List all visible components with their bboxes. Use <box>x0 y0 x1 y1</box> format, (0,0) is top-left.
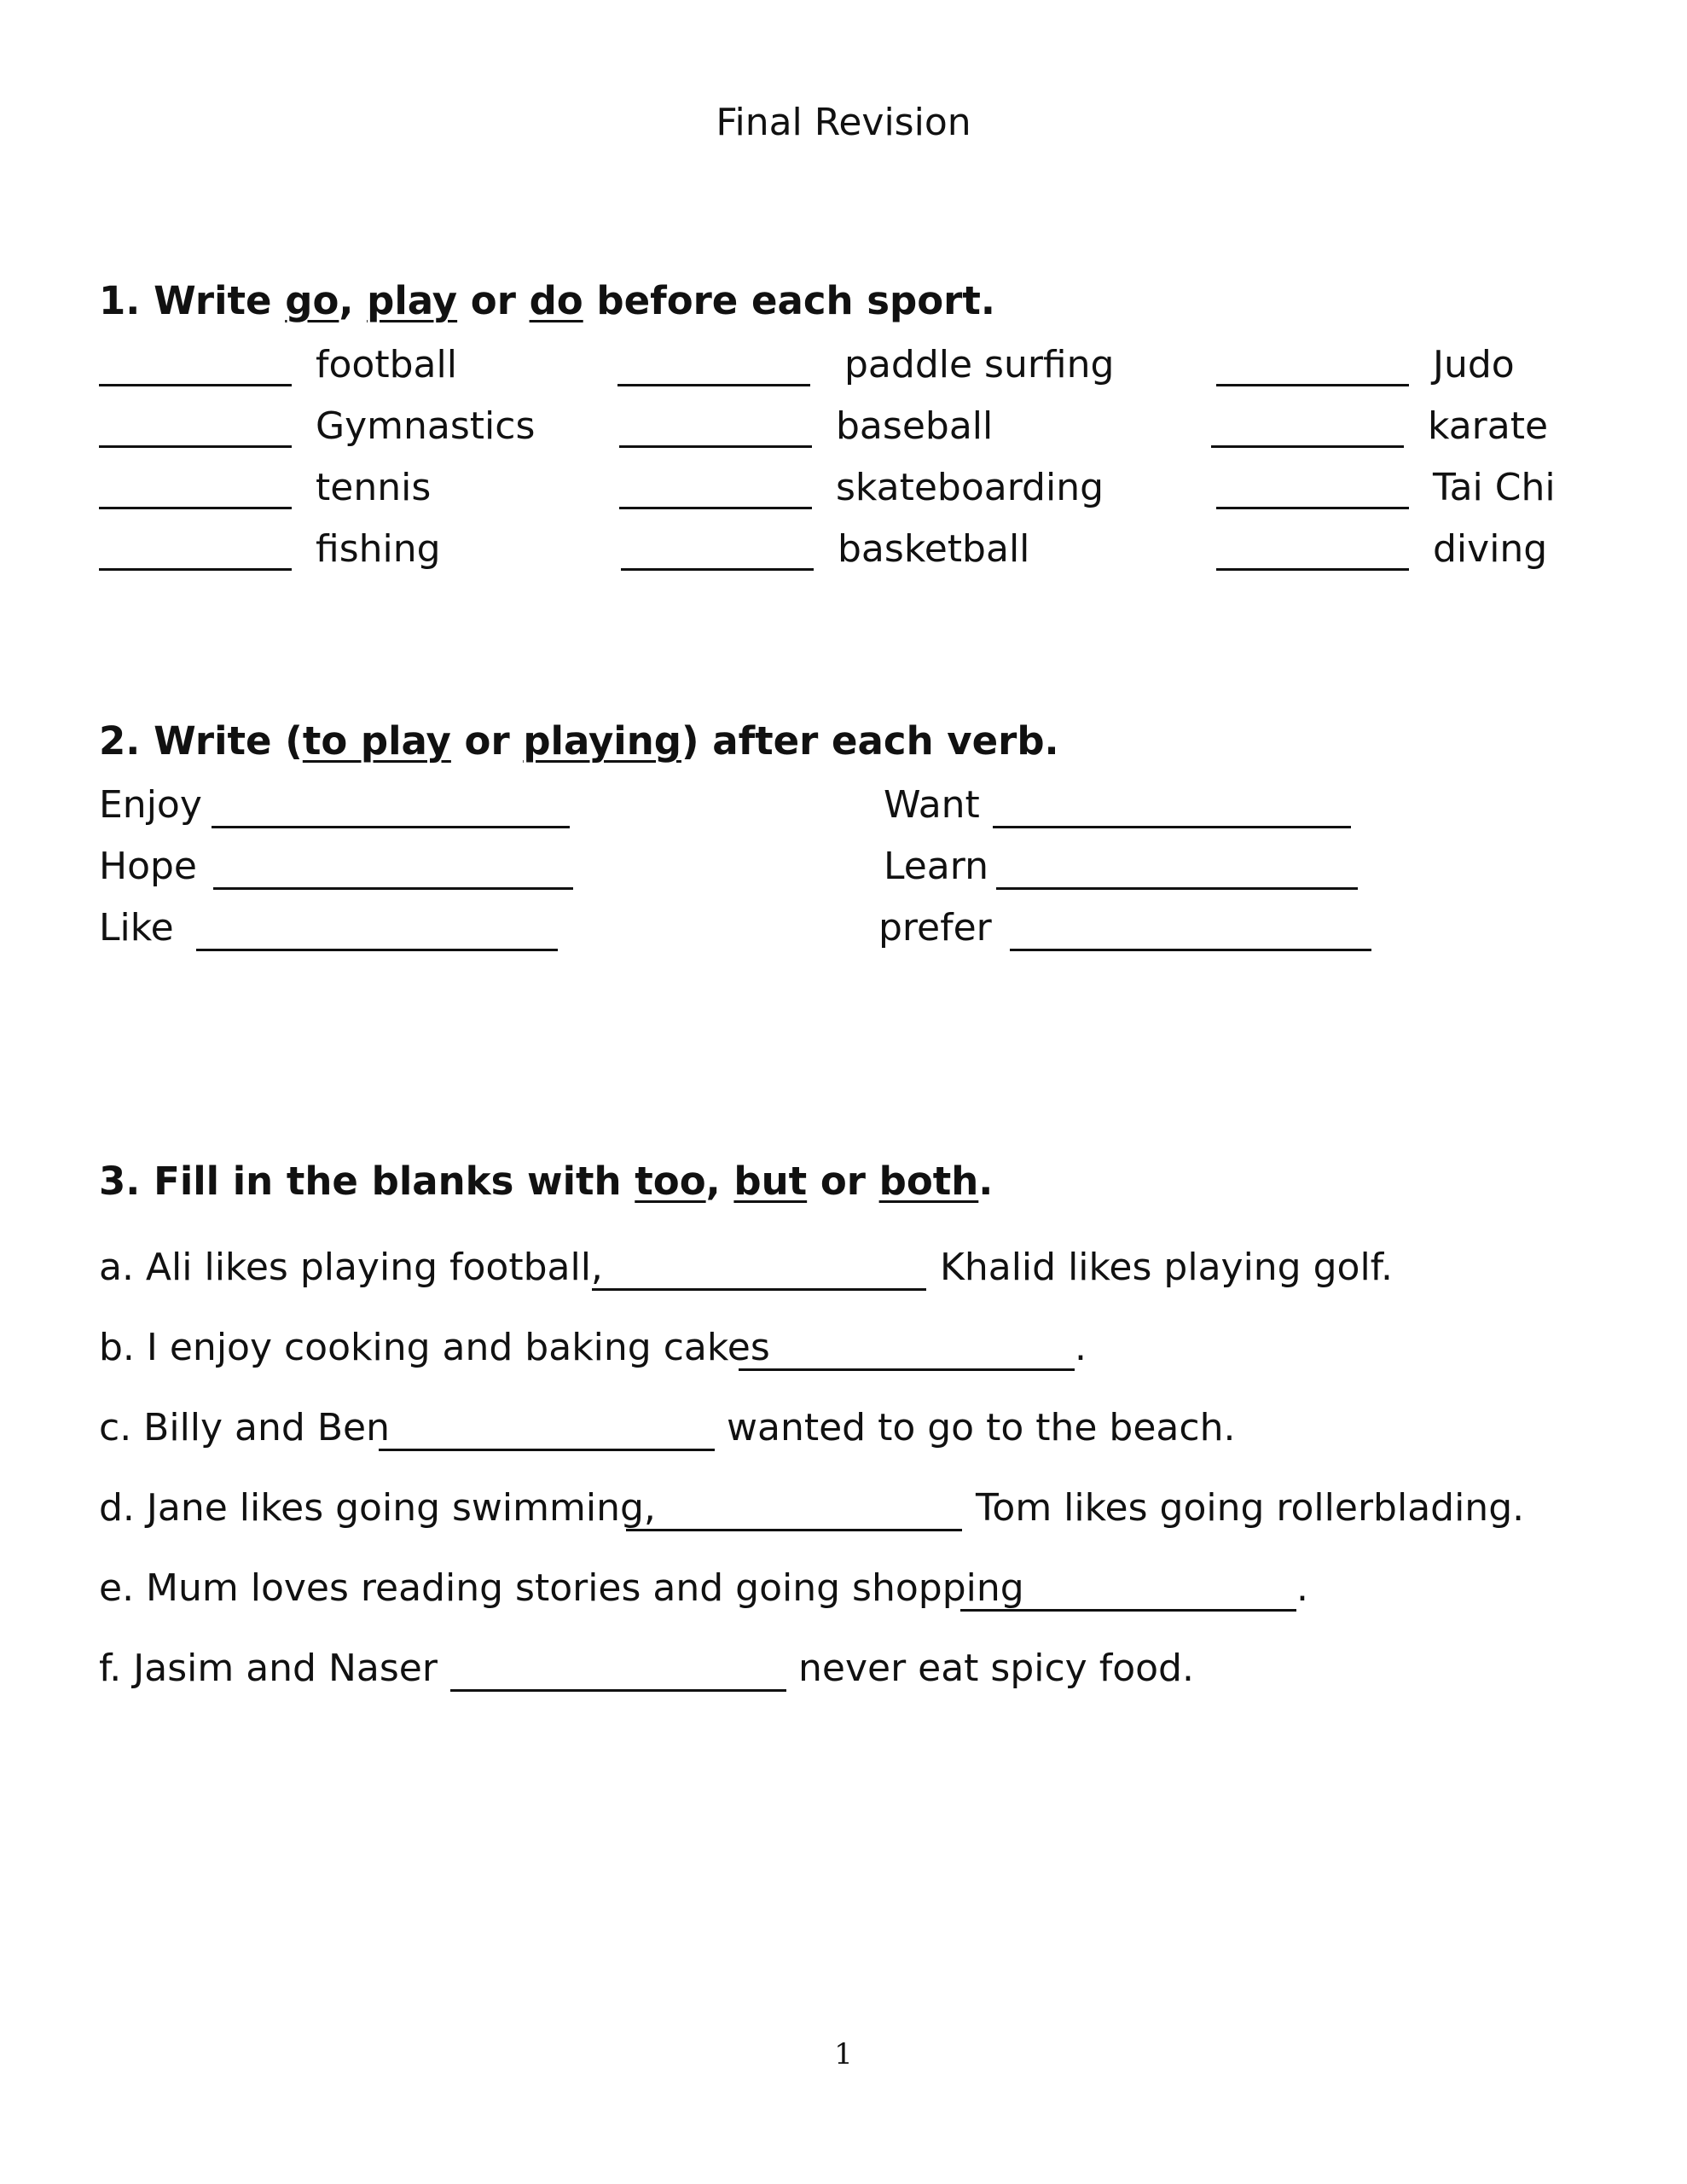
sentence-f-start: f. Jasim and Naser <box>99 1647 438 1690</box>
keyword-do: do <box>529 278 583 323</box>
sentence-e-start: e. Mum loves reading stories and going shopping <box>99 1566 1024 1610</box>
keyword-too: too <box>635 1159 706 1204</box>
answer-blank[interactable] <box>213 887 573 890</box>
keyword-playing: playing <box>523 718 681 764</box>
answer-blank[interactable] <box>626 1529 962 1531</box>
sentence-b-end: . <box>1075 1326 1087 1369</box>
answer-blank[interactable] <box>960 1609 1296 1612</box>
answer-blank[interactable] <box>1010 949 1371 951</box>
sentence-d-end: Tom likes going rollerblading. <box>976 1486 1525 1530</box>
answer-blank[interactable] <box>1216 384 1409 386</box>
sport-item: Gymnastics <box>316 404 536 448</box>
sport-item: basketball <box>838 527 1030 571</box>
sport-item: skateboarding <box>836 466 1104 509</box>
sport-item: paddle surfing <box>844 343 1115 386</box>
section-number: 1. <box>99 278 141 323</box>
section-number: 3. <box>99 1159 141 1204</box>
verb-item: Learn <box>884 845 988 888</box>
answer-blank[interactable] <box>1216 507 1409 509</box>
sport-item: diving <box>1433 527 1548 571</box>
verb-item: prefer <box>878 906 992 950</box>
keyword-to-play: to play <box>302 718 451 764</box>
keyword-go: go <box>285 278 339 323</box>
sport-item: Tai Chi <box>1433 466 1556 509</box>
answer-blank[interactable] <box>621 568 814 571</box>
verb-item: Enjoy <box>99 783 202 827</box>
answer-blank[interactable] <box>379 1449 715 1451</box>
verb-item: Want <box>884 783 980 827</box>
section-3-heading: 3. Fill in the blanks with too, but or both. <box>99 1159 994 1204</box>
section-number: 2. <box>99 718 141 764</box>
sentence-a-end: Khalid likes playing golf. <box>940 1246 1393 1289</box>
page-number: 1 <box>834 2037 853 2071</box>
answer-blank[interactable] <box>993 826 1351 828</box>
verb-item: Like <box>99 906 174 950</box>
verb-item: Hope <box>99 845 198 888</box>
sport-item: Judo <box>1433 343 1515 386</box>
page-title: Final Revision <box>716 101 971 144</box>
answer-blank[interactable] <box>619 507 812 509</box>
answer-blank[interactable] <box>1216 568 1409 571</box>
sentence-a-start: a. Ali likes playing football, <box>99 1246 603 1289</box>
answer-blank[interactable] <box>619 445 812 448</box>
answer-blank[interactable] <box>617 384 810 386</box>
sentence-f-end: never eat spicy food. <box>798 1647 1194 1690</box>
answer-blank[interactable] <box>99 568 292 571</box>
keyword-both: both <box>878 1159 979 1204</box>
sentence-c-start: c. Billy and Ben <box>99 1406 390 1449</box>
answer-blank[interactable] <box>739 1368 1075 1371</box>
answer-blank[interactable] <box>99 507 292 509</box>
sentence-d-start: d. Jane likes going swimming, <box>99 1486 656 1530</box>
sentence-c-end: wanted to go to the beach. <box>727 1406 1236 1449</box>
sentence-e-end: . <box>1296 1566 1308 1610</box>
sport-item: tennis <box>316 466 432 509</box>
answer-blank[interactable] <box>212 826 570 828</box>
answer-blank[interactable] <box>592 1288 926 1291</box>
keyword-play: play <box>367 278 458 323</box>
keyword-but: but <box>733 1159 808 1204</box>
answer-blank[interactable] <box>996 887 1358 890</box>
answer-blank[interactable] <box>1211 445 1404 448</box>
sentence-b-start: b. I enjoy cooking and baking cakes <box>99 1326 770 1369</box>
sport-item: baseball <box>836 404 994 448</box>
answer-blank[interactable] <box>99 384 292 386</box>
answer-blank[interactable] <box>99 445 292 448</box>
sport-item: fishing <box>316 527 441 571</box>
sport-item: karate <box>1428 404 1549 448</box>
answer-blank[interactable] <box>450 1689 786 1692</box>
section-1-heading: 1. Write go, play or do before each sport. <box>99 278 995 323</box>
section-2-heading: 2. Write (to play or playing) after each verb. <box>99 718 1059 764</box>
answer-blank[interactable] <box>196 949 558 951</box>
sport-item: football <box>316 343 457 386</box>
